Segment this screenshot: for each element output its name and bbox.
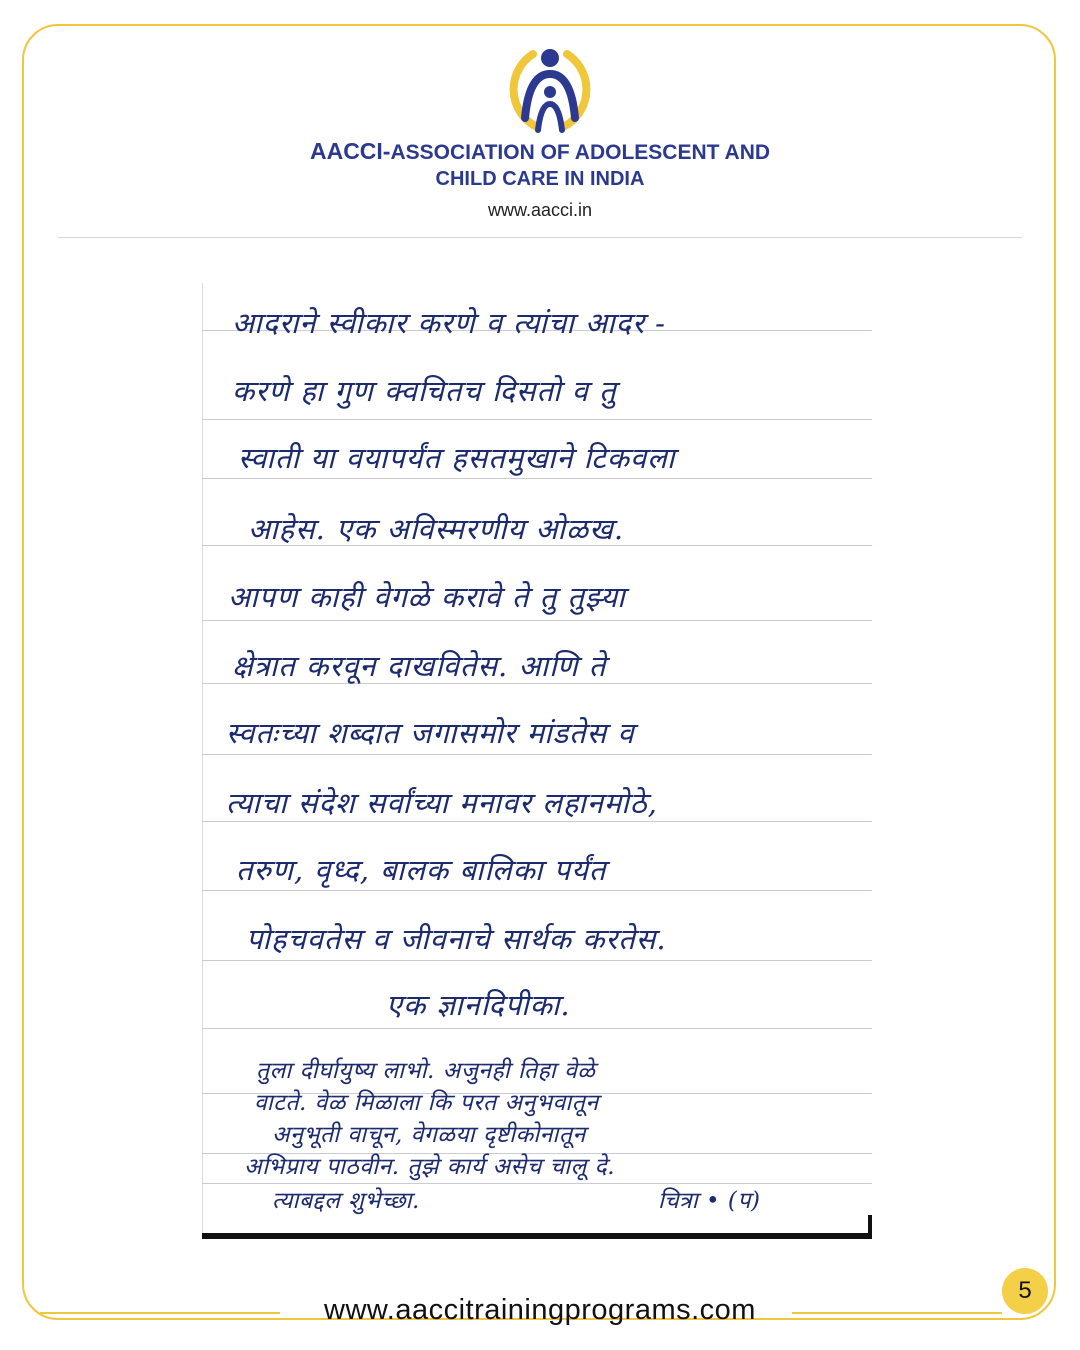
letter-line: क्षेत्रात करवून दाखवितेस. आणि ते — [232, 649, 607, 683]
paper-rule — [202, 1028, 872, 1029]
paper-edge — [202, 1233, 872, 1239]
letter-line: आहेस. एक अविस्मरणीय ओळख. — [248, 512, 625, 546]
page-number-badge: 5 — [1002, 1268, 1048, 1314]
paper-rule — [202, 960, 872, 961]
paper-rule — [202, 620, 872, 621]
handwritten-letter — [202, 283, 872, 1239]
paper-rule — [202, 754, 872, 755]
letter-line: आदराने स्वीकार करणे व त्यांचा आदर - — [232, 306, 666, 340]
paper-rule — [202, 419, 872, 420]
org-name-rest: ASSOCIATION OF ADOLESCENT AND — [390, 141, 771, 164]
footer-website-link[interactable]: www.aaccitrainingprograms.com — [324, 1294, 756, 1326]
closing-line: त्याबद्दल शुभेच्छा. — [272, 1188, 420, 1214]
letter-line: एक ज्ञानदिपीका. — [386, 988, 571, 1022]
closing-line: वाटते. वेळ मिळाला कि परत अनुभवातून — [254, 1090, 599, 1116]
footer — [0, 1290, 1080, 1330]
letter-line: आपण काही वेगळे करावे ते तु तुझ्या — [228, 580, 626, 614]
paper-margin — [202, 283, 203, 1239]
paper-rule — [202, 890, 872, 891]
letter-line: पोहचवतेस व जीवनाचे सार्थक करतेस. — [246, 922, 667, 956]
org-website-link[interactable]: www.aacci.in — [487, 200, 593, 220]
closing-line: अनुभूती वाचून, वेगळया दृष्टीकोनातून — [272, 1122, 586, 1148]
paper-rule — [202, 478, 872, 479]
header-divider — [58, 237, 1022, 238]
org-name-line2: CHILD CARE IN INDIA — [435, 168, 645, 190]
letter-line: त्याचा संदेश सर्वांच्या मनावर लहानमोठे, — [226, 786, 658, 820]
aacci-logo-icon — [495, 40, 605, 136]
signature: चित्रा • (प) — [658, 1188, 761, 1214]
letter-line: तरुण, वृध्द, बालक बालिका पर्यंत — [236, 853, 607, 887]
org-name-line1 — [0, 138, 1080, 165]
closing-line: तुला दीर्घायुष्य लाभो. अजुनही तिहा वेळे — [256, 1058, 596, 1084]
org-abbrev: AACCI- — [309, 138, 391, 164]
paper-edge — [868, 1215, 872, 1239]
letter-line: स्वाती या वयापर्यंत हसतमुखाने टिकवला — [238, 441, 676, 475]
letter-line: करणे हा गुण क्वचितच दिसतो व तु — [232, 374, 617, 408]
letter-line: स्वतःच्या शब्दात जगासमोर मांडतेस व — [226, 716, 635, 750]
closing-line: अभिप्राय पाठवीन. तुझे कार्य असेच चालू दे. — [244, 1154, 616, 1180]
